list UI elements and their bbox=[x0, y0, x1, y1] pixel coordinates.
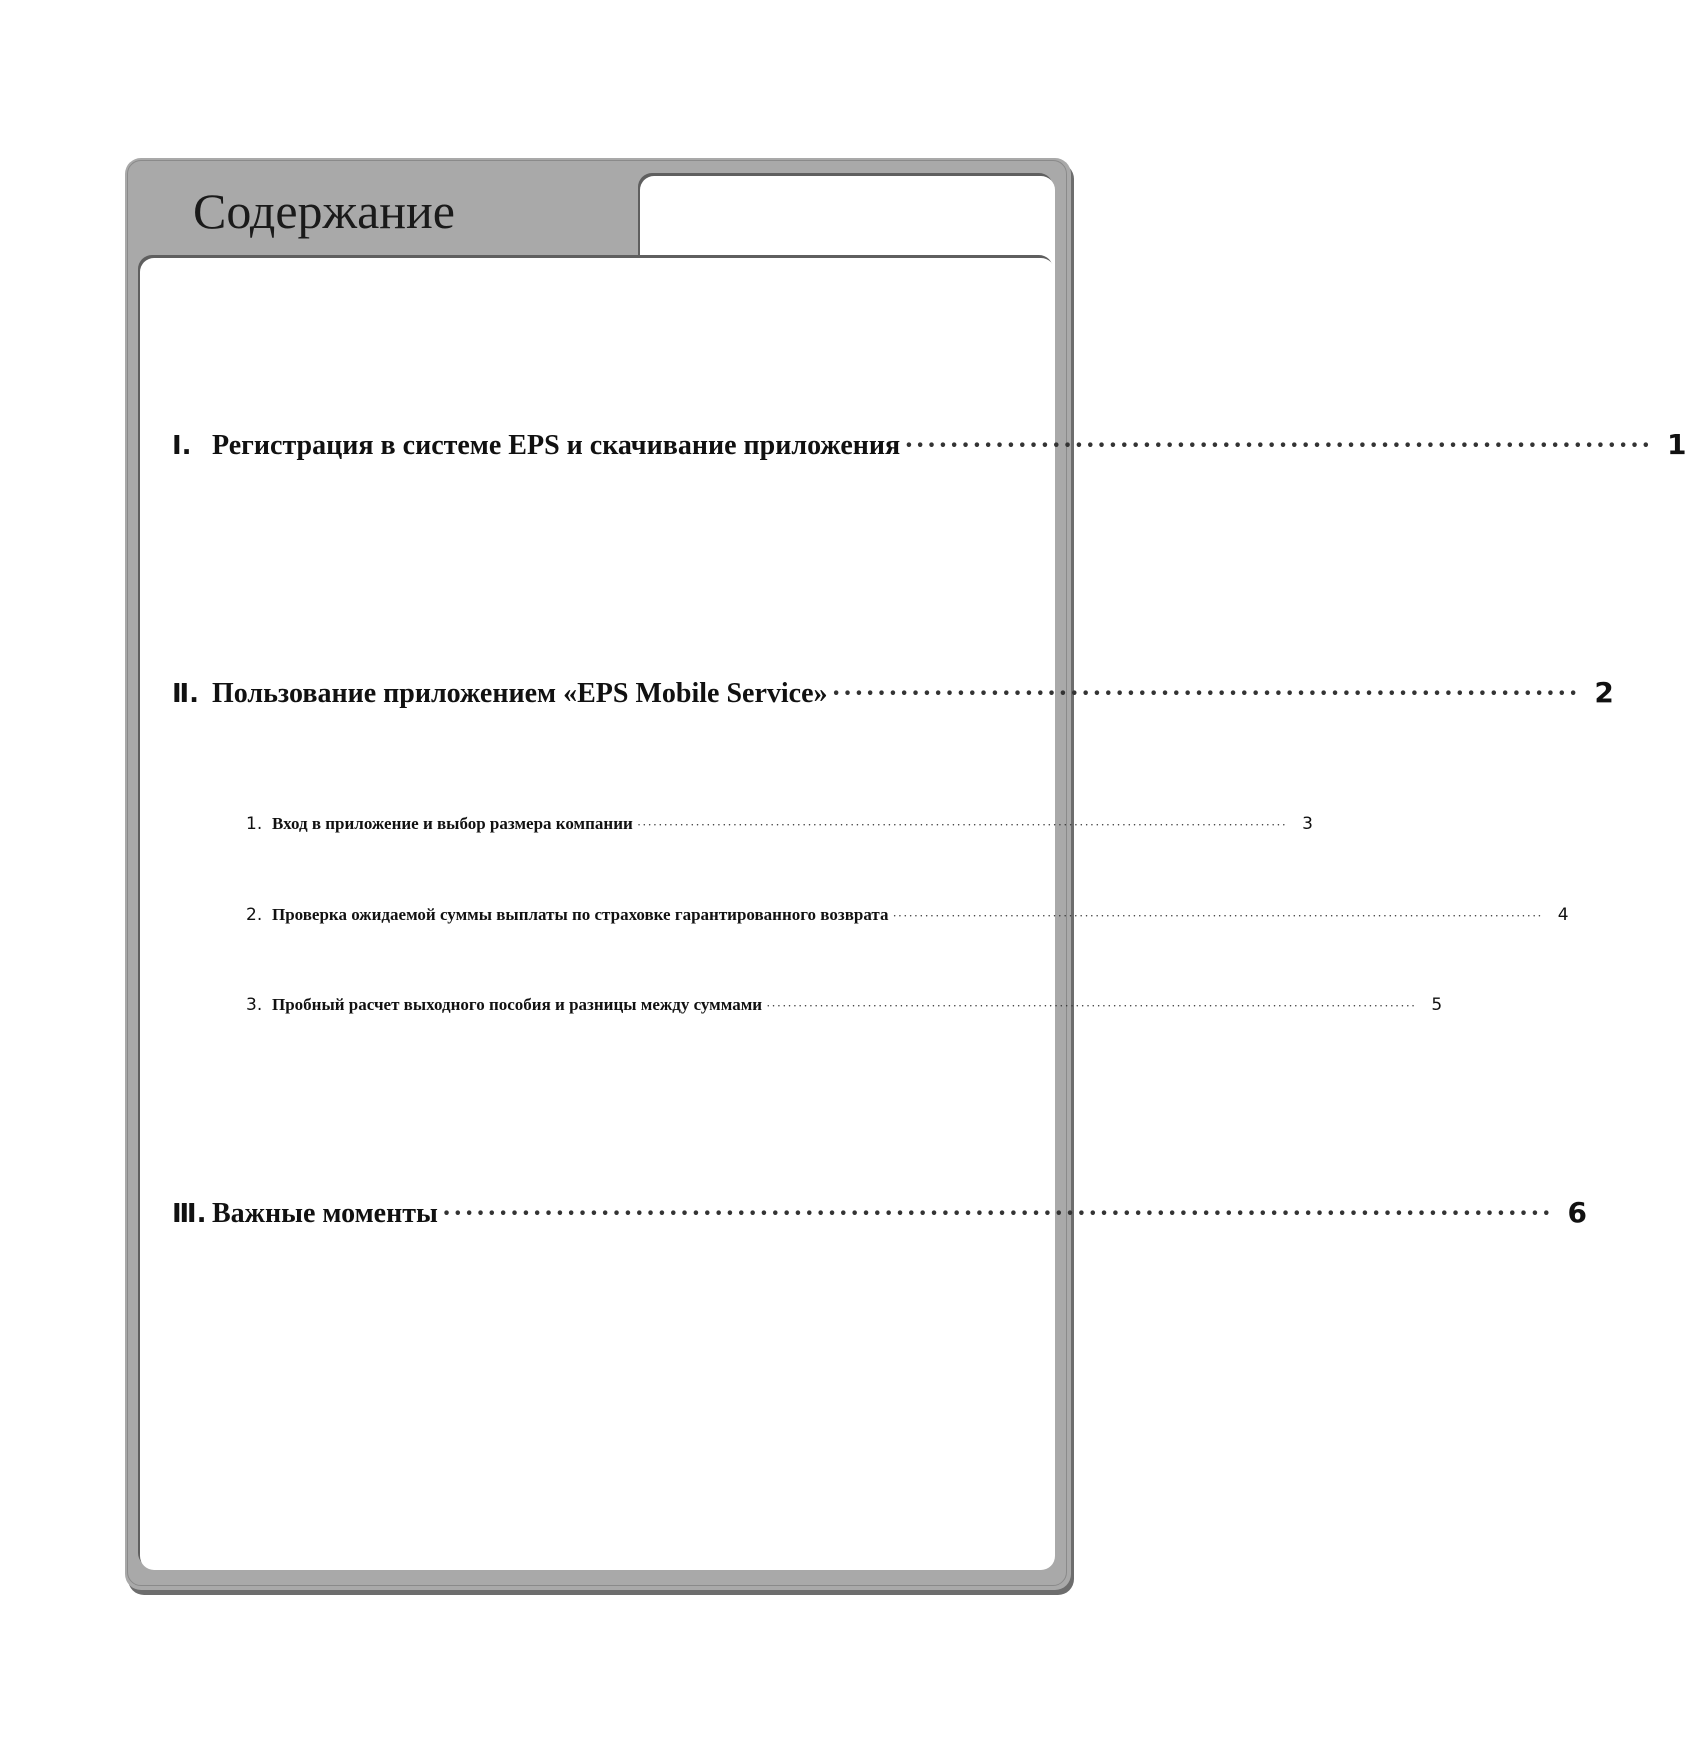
toc-page-number: 4 bbox=[1557, 905, 1569, 925]
toc-section-number: Ⅱ. bbox=[172, 679, 200, 709]
toc-section-label: Пользование приложением «EPS Mobile Service» bbox=[212, 678, 828, 709]
toc-subsection-1[interactable] bbox=[246, 814, 1313, 834]
toc-section-1[interactable] bbox=[172, 428, 1687, 462]
toc-page-number: 1 bbox=[1667, 428, 1687, 461]
toc-section-3[interactable] bbox=[172, 1196, 1587, 1230]
dot-leader: ·························································································································· bbox=[892, 908, 1543, 923]
toc-section-label: Регистрация в системе EPS и скачивание приложения bbox=[212, 430, 901, 461]
dot-leader: ·························································································································· bbox=[636, 817, 1287, 832]
page-title: Содержание bbox=[193, 183, 455, 239]
toc-subsection-label: Проверка ожидаемой суммы выплаты по страховке гарантированного возврата bbox=[272, 905, 889, 924]
toc-subsection-number: 3. bbox=[246, 995, 263, 1015]
toc-subsection-number: 2. bbox=[246, 905, 263, 925]
toc-subsection-label: Вход в приложение и выбор размера компании bbox=[272, 814, 633, 833]
toc-section-2[interactable] bbox=[172, 676, 1614, 710]
toc-page-number: 5 bbox=[1431, 995, 1443, 1015]
toc-page-number: 3 bbox=[1302, 814, 1313, 834]
toc-section-number: Ⅲ. bbox=[172, 1199, 207, 1229]
toc-subsection-3[interactable] bbox=[246, 995, 1443, 1015]
toc-page-number: 2 bbox=[1594, 676, 1614, 709]
toc-subsection-label: Пробный расчет выходного пособия и разницы между суммами bbox=[272, 995, 763, 1014]
toc-section-label: Важные моменты bbox=[212, 1198, 438, 1229]
dot-leader: ·································································· bbox=[904, 430, 1653, 461]
dot-leader: ·································································· bbox=[831, 678, 1580, 709]
toc-page-number: 6 bbox=[1567, 1196, 1587, 1229]
toc-section-number: Ⅰ. bbox=[172, 431, 192, 461]
toc-subsection-2[interactable] bbox=[246, 905, 1569, 925]
dot-leader: ·························································································································· bbox=[766, 998, 1417, 1013]
dot-leader: ·································································································· bbox=[441, 1198, 1553, 1229]
toc-subsection-number: 1. bbox=[246, 814, 263, 834]
